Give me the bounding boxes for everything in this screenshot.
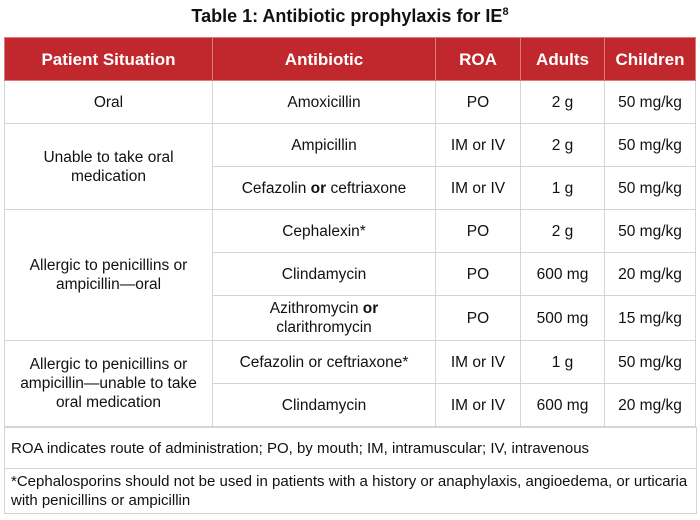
adults-dose-cell: 1 g [521, 167, 605, 210]
antibiotic-prophylaxis-table [4, 37, 696, 427]
roa-cell: IM or IV [436, 384, 521, 427]
antibiotic-name: Cefazolin [241, 179, 307, 197]
antibiotic-name: clarithromycin [276, 319, 372, 336]
roa-cell: IM or IV [436, 167, 521, 210]
table-title [0, 4, 700, 28]
header-roa: ROA [436, 38, 521, 81]
table-body [5, 81, 696, 427]
antibiotic-cell: Clindamycin [213, 253, 436, 296]
table-row [5, 341, 696, 384]
roa-cell: PO [436, 210, 521, 253]
antibiotic-cell: Cephalexin* [213, 210, 436, 253]
children-dose-cell: 50 mg/kg [605, 81, 696, 124]
children-dose-cell: 50 mg/kg [605, 167, 696, 210]
adults-dose-cell: 2 g [521, 210, 605, 253]
header-patient-situation: Patient Situation [5, 38, 213, 81]
children-dose-cell: 50 mg/kg [605, 210, 696, 253]
adults-dose-cell: 2 g [521, 81, 605, 124]
children-dose-cell: 15 mg/kg [605, 296, 696, 341]
roa-cell: PO [436, 296, 521, 341]
situation-cell: Allergic to penicillins or ampicillin—oral [5, 210, 213, 341]
title-text: Table 1: Antibiotic prophylaxis for IE [191, 6, 503, 26]
or-conjunction: or [310, 179, 327, 197]
antibiotic-cell: Ampicillin [213, 124, 436, 167]
title-reference-superscript: 8 [502, 6, 509, 18]
antibiotic-cell [213, 167, 436, 210]
table-row [5, 210, 696, 253]
header-antibiotic: Antibiotic [213, 38, 436, 81]
or-conjunction: or [362, 300, 379, 317]
footnote-abbreviations [4, 427, 697, 469]
adults-dose-cell: 600 mg [521, 253, 605, 296]
roa-cell: IM or IV [436, 124, 521, 167]
antibiotic-cell: Cefazolin or ceftriaxone* [213, 341, 436, 384]
antibiotic-name: Azithromycin [269, 300, 359, 317]
adults-dose-cell: 600 mg [521, 384, 605, 427]
adults-dose-cell: 1 g [521, 341, 605, 384]
roa-cell: PO [436, 81, 521, 124]
roa-cell: PO [436, 253, 521, 296]
header-row [5, 38, 696, 81]
situation-cell: Oral [5, 81, 213, 124]
footnote-text: ROA indicates route of administration; PO, by mouth; IM, intramuscular; IV, intravenous [11, 439, 590, 457]
antibiotic-cell: Amoxicillin [213, 81, 436, 124]
table-row [5, 124, 696, 167]
header-children: Children [605, 38, 696, 81]
roa-cell: IM or IV [436, 341, 521, 384]
situation-cell: Unable to take oral medication [5, 124, 213, 210]
footnote-cephalosporin-warning [4, 468, 697, 514]
adults-dose-cell: 500 mg [521, 296, 605, 341]
antibiotic-cell [213, 296, 436, 341]
footnote-text: *Cephalosporins should not be used in patients with a history or anaphylaxis, angioedema, or urticaria with penicillins or ampicillin [11, 473, 688, 509]
children-dose-cell: 50 mg/kg [605, 341, 696, 384]
header-adults: Adults [521, 38, 605, 81]
table-row [5, 81, 696, 124]
situation-cell: Allergic to penicillins or ampicillin—unable to take oral medication [5, 341, 213, 427]
antibiotic-cell: Clindamycin [213, 384, 436, 427]
children-dose-cell: 20 mg/kg [605, 253, 696, 296]
antibiotic-name: ceftriaxone [330, 179, 407, 197]
children-dose-cell: 50 mg/kg [605, 124, 696, 167]
children-dose-cell: 20 mg/kg [605, 384, 696, 427]
adults-dose-cell: 2 g [521, 124, 605, 167]
table-header [5, 38, 696, 81]
